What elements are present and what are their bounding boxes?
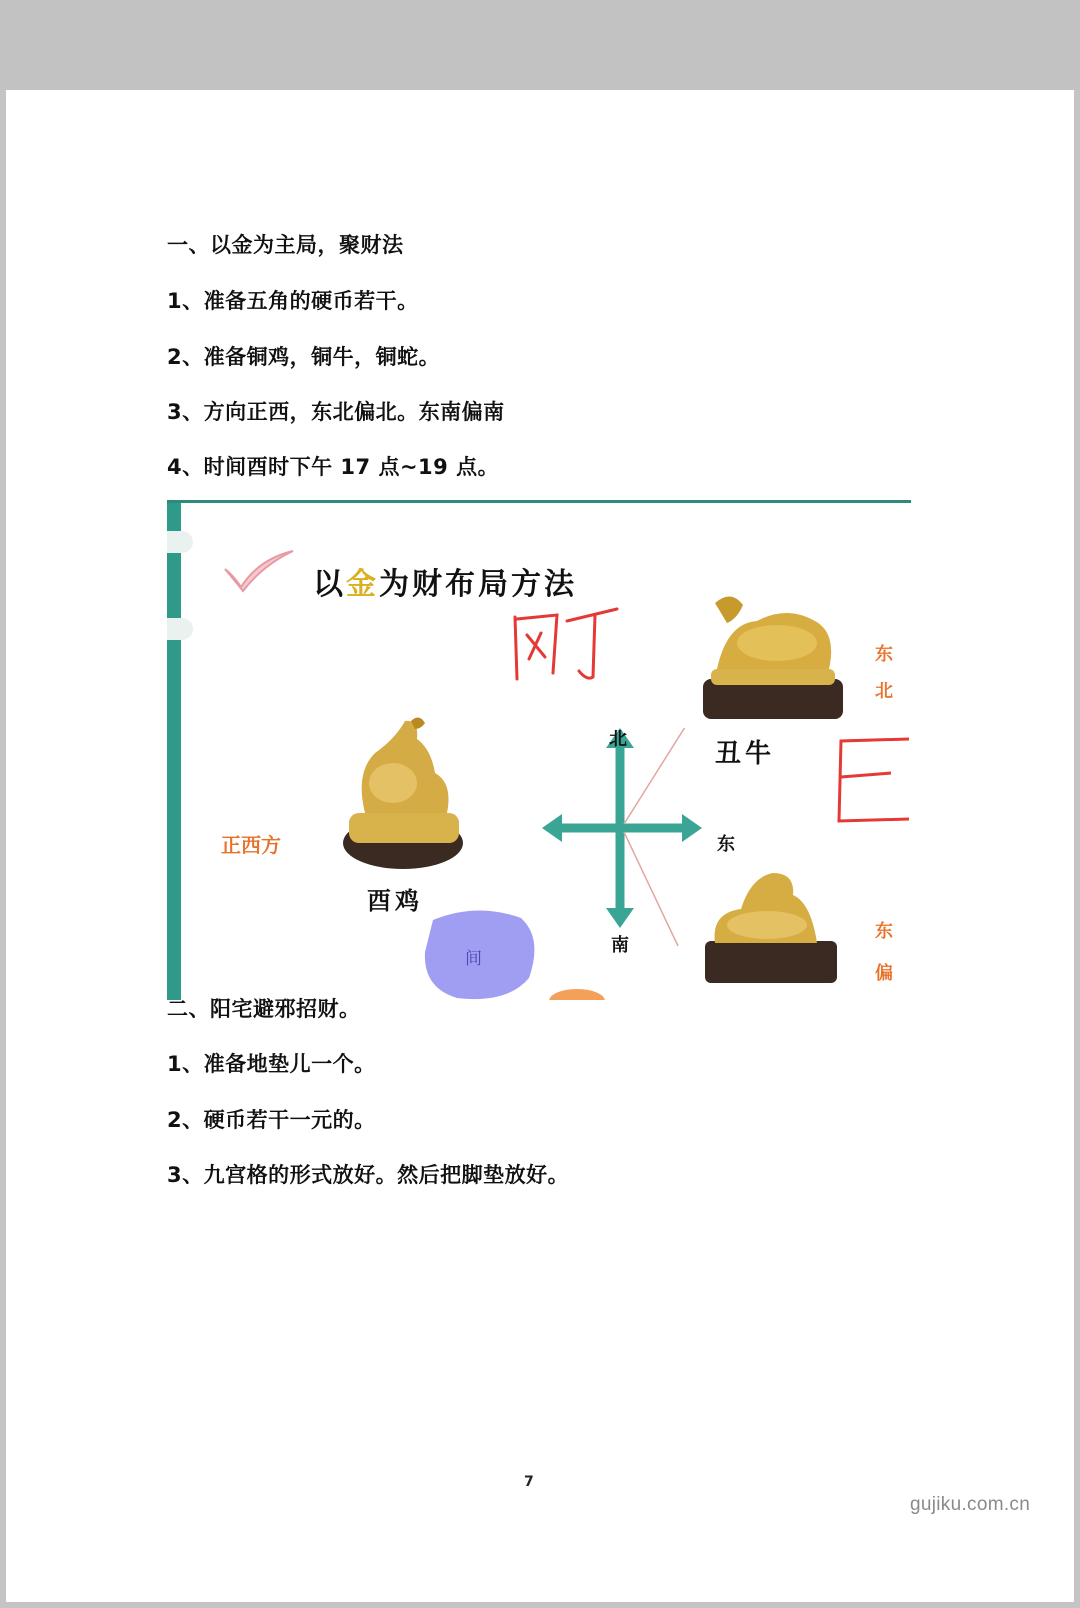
viewer-top-bar <box>0 0 1080 90</box>
purple-shape-text: 间 <box>465 949 482 969</box>
section2-item-3: 3、九宫格的形式放好。然后把脚垫放好。 <box>167 1163 570 1187</box>
ox-statue-image <box>697 583 847 723</box>
section1-heading: 一、以金为主局，聚财法 <box>167 233 404 257</box>
orange-shape <box>547 981 607 1000</box>
document-page <box>6 90 1074 1602</box>
compass-south-label: 南 <box>611 935 629 956</box>
section2-item-2: 2、硬币若干一元的。 <box>167 1108 376 1132</box>
section1-item-3: 3、方向正西，东北偏北。东南偏南 <box>167 400 505 424</box>
figure-title-gold: 金 <box>346 567 379 602</box>
southeast-label-1: 东 <box>875 921 893 942</box>
section2-item-1: 1、准备地垫儿一个。 <box>167 1052 376 1076</box>
section1-item-4: 4、时间酉时下午 17 点~19 点。 <box>167 455 500 479</box>
figure-title-prefix: 以 <box>313 567 346 602</box>
watermark: gujiku.com.cn <box>910 1494 1031 1515</box>
section2-heading: 二、阳宅避邪招财。 <box>167 997 361 1021</box>
figure-frame-left <box>167 503 181 1000</box>
figure-title-suffix: 为财布局方法 <box>379 567 577 602</box>
compass-north-label: 北 <box>609 729 627 750</box>
section1-item-2: 2、准备铜鸡，铜牛，铜蛇。 <box>167 345 441 369</box>
page-number: 7 <box>524 1474 534 1490</box>
figure-title <box>313 559 577 603</box>
rooster-label: 酉鸡 <box>367 887 423 915</box>
figure-frame-tab <box>167 531 193 553</box>
red-bracket-mark <box>831 733 911 833</box>
check-mark-icon <box>219 545 299 595</box>
feng-shui-figure <box>167 500 911 1000</box>
purple-shape <box>417 908 547 1000</box>
red-handwriting-mark <box>507 599 627 689</box>
northeast-label-1: 东 <box>875 644 893 665</box>
ox-label: 丑牛 <box>715 739 776 769</box>
compass-east-label: 东 <box>717 834 735 855</box>
figure-frame-tab <box>167 618 193 640</box>
southeast-label-2: 偏 <box>875 963 893 984</box>
west-direction-label: 正西方 <box>221 833 281 857</box>
section1-item-1: 1、准备五角的硬币若干。 <box>167 289 419 313</box>
rooster-statue-image <box>335 713 465 873</box>
northeast-label-2: 北 <box>875 681 893 702</box>
